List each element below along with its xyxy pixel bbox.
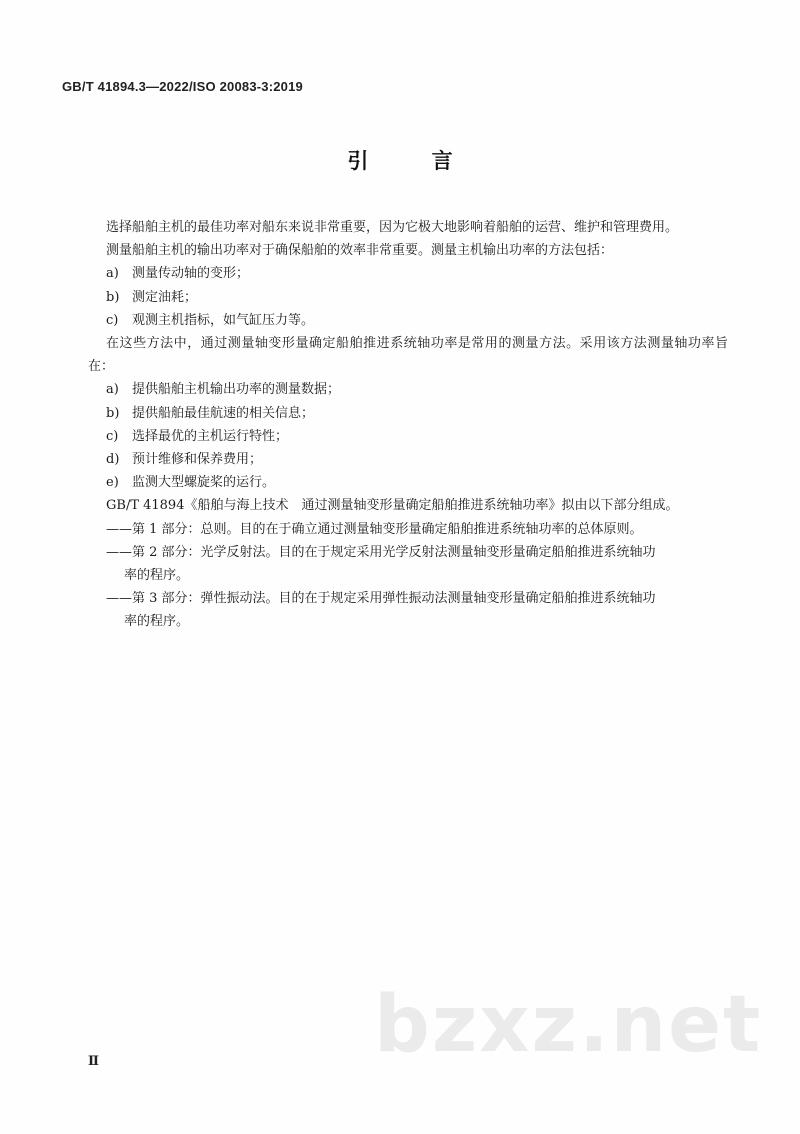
- list-item: [88, 471, 728, 494]
- list-text: 观测主机指标，如气缸压力等。: [132, 312, 315, 328]
- part-text: ——第 2 部分：光学反射法。目的在于规定采用光学反射法测量轴变形量确定船舶推进系统轴功: [106, 544, 656, 560]
- list-item: [88, 378, 728, 401]
- list-text: 提供船舶主机输出功率的测量数据；: [132, 382, 341, 398]
- page-number: Ⅱ: [88, 1054, 99, 1069]
- list-text: 监测大型螺旋桨的运行。: [132, 475, 276, 491]
- part-entry-1: [88, 518, 728, 541]
- list-label: b): [106, 289, 120, 305]
- paragraph-parts-intro: GB/T 41894《船舶与海上技术 通过测量轴变形量确定船舶推进系统轴功率》拟由以下部分组成。: [106, 498, 679, 514]
- list-text: 选择最优的主机运行特性；: [132, 428, 289, 444]
- list-label: a): [106, 382, 119, 398]
- list-item: [88, 402, 728, 425]
- list-label: a): [106, 266, 119, 282]
- part-text: ——第 1 部分：总则。目的在于确立通过测量轴变形量确定船舶推进系统轴功率的总体原则。: [106, 521, 643, 537]
- watermark: bzxz.net: [374, 980, 763, 1070]
- document-body: [88, 216, 728, 634]
- standard-code-header: GB/T 41894.3—2022/ISO 20083-3:2019: [62, 79, 303, 94]
- list-label: d): [106, 452, 120, 468]
- part-text: ——第 3 部分：弹性振动法。目的在于规定采用弹性振动法测量轴变形量确定船舶推进系统轴功: [106, 591, 656, 607]
- paragraph-aims-intro: 在这些方法中，通过测量轴变形量确定船舶推进系统轴功率是常用的测量方法。采用该方法测量轴功率旨在：: [88, 336, 728, 375]
- list-label: c): [106, 428, 119, 444]
- list-item: [88, 262, 728, 285]
- list-text: 预计维修和保养费用；: [132, 452, 263, 468]
- list-label: b): [106, 405, 120, 421]
- part-entry-3: [88, 587, 728, 633]
- list-text: 测量传动轴的变形；: [132, 266, 250, 282]
- list-label: c): [106, 312, 119, 328]
- section-title: 引 言: [347, 149, 481, 173]
- list-text: 提供船舶最佳航速的相关信息；: [132, 405, 315, 421]
- list-item: [88, 425, 728, 448]
- list-item: [88, 286, 728, 309]
- part-text-continuation: 率的程序。: [124, 614, 190, 630]
- part-text-continuation: 率的程序。: [124, 568, 190, 584]
- list-text: 测定油耗；: [132, 289, 198, 305]
- part-entry-2: [88, 541, 728, 587]
- paragraph-methods-intro: 测量船舶主机的输出功率对于确保船舶的效率非常重要。测量主机输出功率的方法包括：: [106, 243, 614, 259]
- list-label: e): [106, 475, 119, 491]
- list-item: [88, 309, 728, 332]
- paragraph-importance: 选择船舶主机的最佳功率对船东来说非常重要，因为它极大地影响着船舶的运营、维护和管理费用。: [106, 220, 679, 235]
- list-item: [88, 448, 728, 471]
